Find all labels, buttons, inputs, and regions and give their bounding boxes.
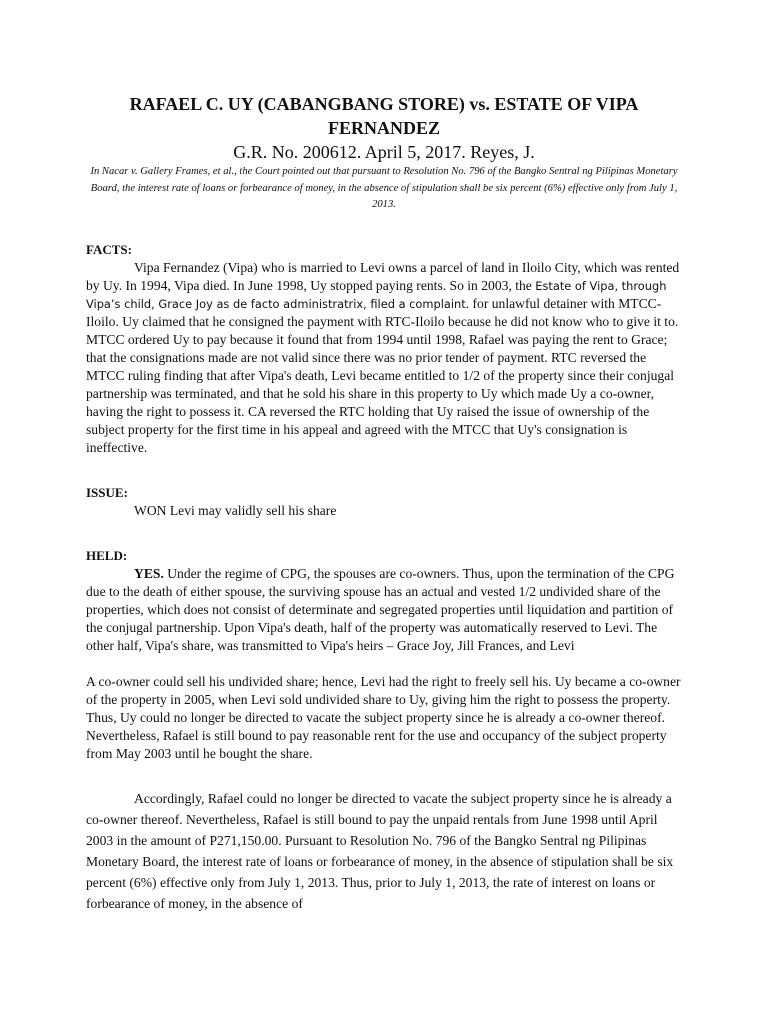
- facts-section: [86, 241, 682, 457]
- facts-text-1: Vipa Fernandez (Vipa) who is married to Levi owns a parcel of land in Iloilo City, which was rented by Uy. In 1994, Vipa died. In June 1998, Uy stopped paying rents. So in 2003, the: [86, 259, 680, 293]
- held-text-1: Under the regime of CPG, the spouses are co-owners. Thus, upon the termination of the CPG due to the death of either spouse, the surviving spouse has an actual and vested 1/2 undivided share of the properties, which does not consist of determinate and segregated properties until liquidation and partition of the conjugal partnership. Upon Vipa's death, half of the property was automatically reserved to Levi. The other half, Vipa's share, was transmitted to Vipa's heirs – Grace Joy, Jill Frances, and Levi: [86, 565, 675, 653]
- case-syllabus: In Nacar v. Gallery Frames, et al., the Court pointed out that pursuant to Resolution No. 796 of the Bangko Sentral ng Pilipinas Monetary Board, the interest rate of loans or forbearance of money, in the absence of stipulation shall be six percent (6%) effective only from July 1, 2013.: [90, 166, 678, 210]
- facts-text-3: . for unlawful detainer with MTCC-Iloilo. Uy claimed that he consigned the payment with RTC-Iloilo because he did not know who to give it to. MTCC ordered Uy to pay because it found that from 1994 until 1998, Rafael was paying the rent to Grace; that the consignations made are not valid since there was no prior tender of payment. RTC reversed the MTCC ruling finding that after Vipa's death, Levi became entitled to 1/2 of the property since their conjugal partnership was terminated, and that he sold his share in this property to Uy which made Uy a co-owner, having the right to possess it. CA reversed the RTC holding that Uy raised the issue of ownership of the subject property for the first time in his appeal and agreed with the MTCC that Uy's consignation is ineffective.: [86, 295, 679, 455]
- facts-text-2: Estate of Vipa, through Vipa’s child, Grace Joy as de facto administratrix, filed a complaint: [86, 278, 667, 311]
- facts-heading: FACTS:: [86, 241, 132, 257]
- case-citation: G.R. No. 200612. April 5, 2017. Reyes, J.: [233, 142, 535, 162]
- held-section: [86, 547, 682, 914]
- held-paragraph-1: [86, 565, 682, 655]
- facts-paragraph: [86, 259, 682, 457]
- held-heading: HELD:: [86, 547, 128, 563]
- held-paragraph-3: Accordingly, Rafael could no longer be directed to vacate the subject property since he is already a co-owner thereof. Nevertheless, Rafael is still bound to pay the unpaid rentals from June 1998 until April 2003 in the amount of P271,150.00. Pursuant to Resolution No. 796 of the Bangko Sentral ng Pilipinas Monetary Board, the interest rate of loans or forbearance of money, in the absence of stipulation shall be six percent (6%) effective only from July 1, 2013. Thus, prior to July 1, 2013, the rate of interest on loans or forbearance of money, in the absence of: [86, 790, 674, 911]
- case-title: RAFAEL C. UY (CABANGBANG STORE) vs. ESTATE OF VIPA FERNANDEZ: [129, 94, 639, 138]
- issue-section: [86, 484, 682, 520]
- issue-heading: ISSUE:: [86, 484, 128, 500]
- issue-text: WON Levi may validly sell his share: [134, 502, 337, 518]
- held-answer: YES.: [134, 565, 164, 581]
- held-paragraph-2: A co-owner could sell his undivided share; hence, Levi had the right to freely sell his. Uy became a co-owner of the property in 2005, when Levi sold undivided share to Uy, giving him the right to possess the property. Thus, Uy could no longer be directed to vacate the subject property since he is already a co-owner thereof. Nevertheless, Rafael is still bound to pay reasonable rent for the use and occupancy of the subject property from May 2003 until he bought the share.: [86, 673, 681, 761]
